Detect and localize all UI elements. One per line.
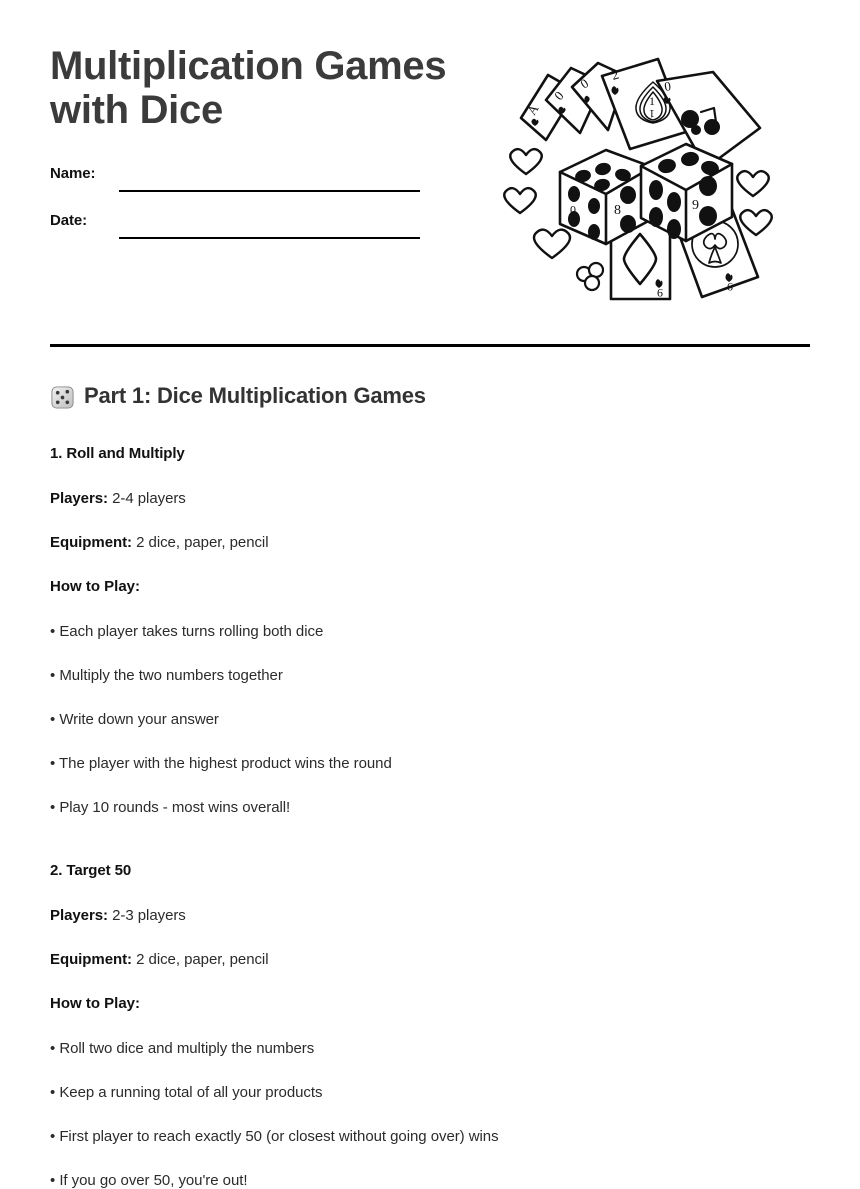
game-1-step: • Each player takes turns rolling both dice <box>50 623 324 640</box>
game-block-2 <box>50 862 820 1189</box>
game-1-howto-label: How to Play: <box>50 578 141 595</box>
section-heading-text: Part 1: Dice Multiplication Games <box>84 383 426 408</box>
svg-text:0: 0 <box>570 203 576 217</box>
svg-text:0: 0 <box>577 75 592 92</box>
svg-text:2: 2 <box>609 67 621 84</box>
name-field-label: Name: <box>50 165 96 182</box>
student-info-fields <box>50 162 430 256</box>
page-title: Multiplication Games with Dice <box>50 44 447 132</box>
game-block-1 <box>50 445 820 816</box>
game-1-step: • The player with the highest product wins the round <box>50 755 392 772</box>
svg-text:0: 0 <box>551 88 567 104</box>
game-1-step: • Multiply the two numbers together <box>50 667 283 684</box>
game-2-players <box>50 907 820 924</box>
date-field-label: Date: <box>50 212 88 229</box>
game-1-equipment-label: Equipment: <box>50 534 132 551</box>
date-field-row <box>50 209 430 256</box>
game-2-players-label: Players: <box>50 907 108 924</box>
svg-text:9: 9 <box>692 198 699 213</box>
worksheet-content <box>50 383 820 1189</box>
svg-text:1: 1 <box>649 107 655 121</box>
game-2-step: • Keep a running total of all your products <box>50 1084 323 1101</box>
section-heading <box>50 383 820 409</box>
svg-text:8: 8 <box>614 203 621 218</box>
game-2-title: 2. Target 50 <box>50 862 132 879</box>
die-icon <box>50 385 75 410</box>
game-1-players <box>50 490 820 507</box>
game-2-step: • Roll two dice and multiply the numbers <box>50 1040 315 1057</box>
card-fan <box>521 59 760 168</box>
game-1-equipment-value: 2 dice, paper, pencil <box>136 534 269 551</box>
game-1-step: • Write down your answer <box>50 711 219 728</box>
svg-text:9: 9 <box>657 286 663 300</box>
game-1-equipment <box>50 534 820 551</box>
game-1-players-label: Players: <box>50 490 108 507</box>
svg-text:A: A <box>523 101 542 118</box>
game-2-step: • If you go over 50, you're out! <box>50 1172 248 1189</box>
header-divider <box>50 344 810 347</box>
svg-text:1: 1 <box>649 94 655 108</box>
worksheet-header <box>50 44 810 344</box>
name-field-writeline[interactable] <box>119 190 420 192</box>
svg-text:9: 9 <box>727 280 733 294</box>
svg-text:0: 0 <box>663 78 672 94</box>
game-2-step: • First player to reach exactly 50 (or closest without going over) wins <box>50 1128 499 1145</box>
date-field-writeline[interactable] <box>119 237 420 239</box>
club-decorations <box>577 263 603 290</box>
game-2-howto-label: How to Play: <box>50 995 141 1012</box>
game-1-title: 1. Roll and Multiply <box>50 445 185 462</box>
game-2-equipment-label: Equipment: <box>50 951 132 968</box>
game-1-step: • Play 10 rounds - most wins overall! <box>50 799 291 816</box>
game-2-equipment <box>50 951 820 968</box>
game-2-equipment-value: 2 dice, paper, pencil <box>136 951 269 968</box>
game-1-players-value: 2-4 players <box>112 490 186 507</box>
playing-cards-and-dice-illustration <box>510 54 790 339</box>
name-field-row <box>50 162 430 209</box>
game-2-players-value: 2-3 players <box>112 907 186 924</box>
